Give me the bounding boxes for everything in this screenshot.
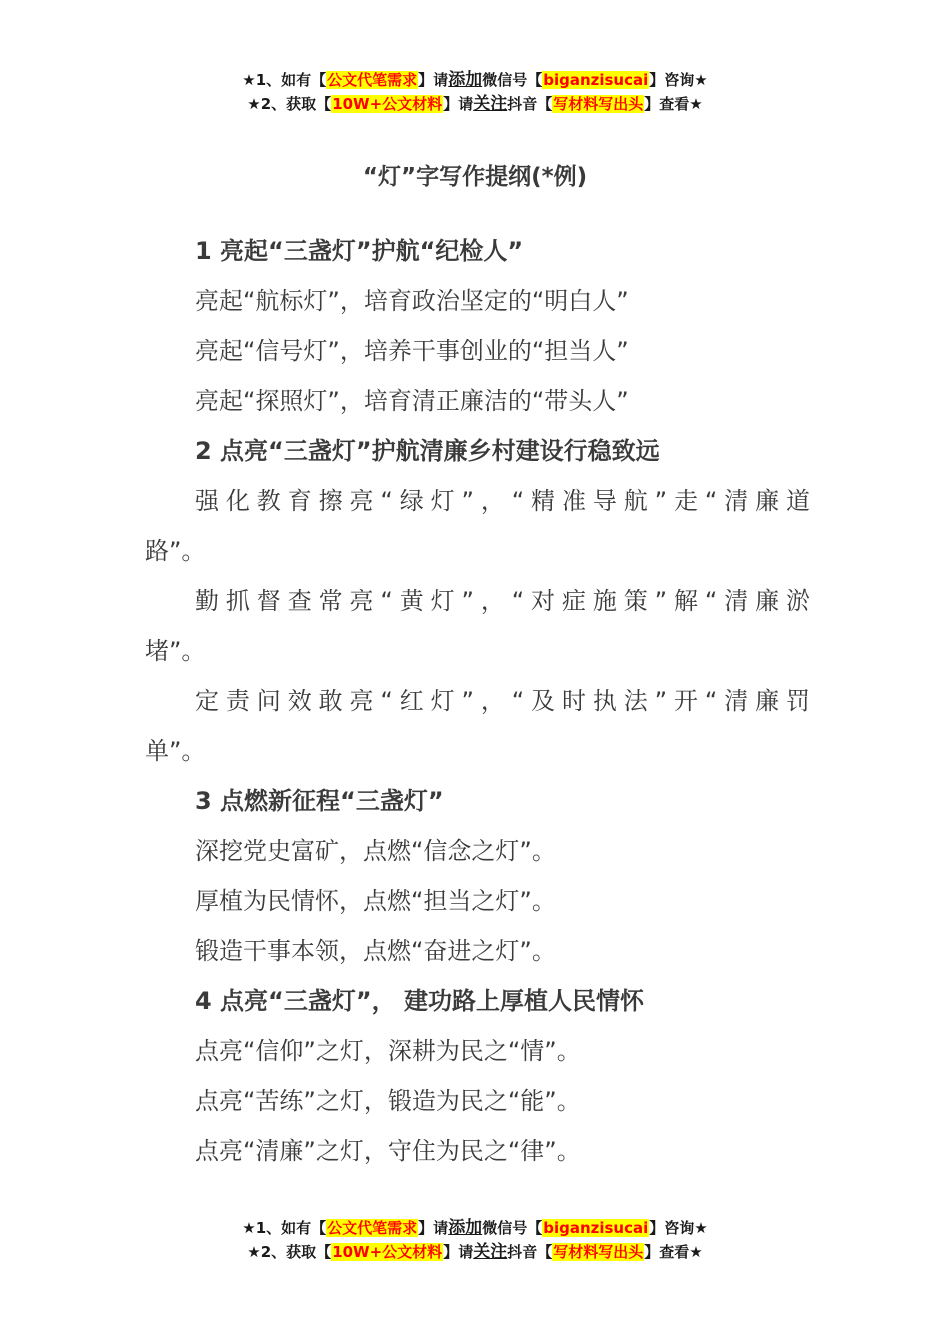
banner-highlight: 写材料写出头: [553, 1243, 644, 1261]
banner-text: ★2、获取【: [247, 95, 332, 113]
banner-highlight: biganzisucai: [543, 71, 649, 89]
section-heading: 2 点亮“三盏灯”护航清廉乡村建设行稳致远: [195, 437, 660, 465]
section-heading: 1 亮起“三盏灯”护航“纪检人”: [195, 237, 524, 265]
list-item-continuation: 堵”。: [145, 637, 206, 665]
banner-text: 】请: [443, 1243, 474, 1261]
header-banner: [0, 68, 950, 116]
banner-highlight: 10W+公文材料: [332, 95, 443, 113]
banner-text: 微信号【: [482, 71, 543, 89]
list-item-line: 勤抓督查常亮“黄灯”，“对症施策”解“清廉淤: [195, 587, 810, 615]
list-item: 点亮“苦练”之灯，锻造为民之“能”。: [195, 1087, 581, 1115]
list-item-continuation: 单”。: [145, 737, 206, 765]
banner-text: 】请: [443, 95, 474, 113]
banner-emphasis: 关注: [473, 1242, 508, 1262]
list-item: 亮起“探照灯”，培育清正廉洁的“带头人”: [195, 387, 629, 415]
banner-emphasis: 关注: [473, 94, 508, 114]
list-item-continuation: 路”。: [145, 537, 206, 565]
document-title: “灯”字写作提纲(*例): [362, 164, 588, 190]
banner-text: ★1、如有【: [242, 71, 327, 89]
footer-banner: [0, 1216, 950, 1264]
section-heading: 3 点燃新征程“三盏灯”: [195, 787, 444, 815]
banner-text: 微信号【: [482, 1219, 543, 1237]
banner-line-1: [0, 1216, 950, 1240]
banner-highlight: 公文代笔需求: [327, 1219, 418, 1237]
banner-highlight: biganzisucai: [543, 1219, 649, 1237]
banner-text: ★1、如有【: [242, 1219, 327, 1237]
section-heading: 4 点亮“三盏灯”， 建功路上厚植人民情怀: [195, 987, 644, 1015]
banner-text: 抖音【: [507, 95, 553, 113]
list-item: 点亮“信仰”之灯，深耕为民之“情”。: [195, 1037, 581, 1065]
document-body: [145, 226, 810, 1176]
banner-text: 】请: [418, 1219, 449, 1237]
list-item: 点亮“清廉”之灯，守住为民之“律”。: [195, 1137, 581, 1165]
list-item: 亮起“航标灯”，培育政治坚定的“明白人”: [195, 287, 629, 315]
banner-text: 抖音【: [507, 1243, 553, 1261]
banner-emphasis: 添加: [448, 1218, 483, 1238]
list-item-line: 定责问效敢亮“红灯”，“及时执法”开“清廉罚: [195, 687, 810, 715]
list-item: 亮起“信号灯”，培养干事创业的“担当人”: [195, 337, 629, 365]
banner-line-1: [0, 68, 950, 92]
banner-text: 】咨询★: [649, 1219, 708, 1237]
banner-highlight: 公文代笔需求: [327, 71, 418, 89]
banner-text: 】查看★: [644, 95, 703, 113]
banner-emphasis: 添加: [448, 70, 483, 90]
list-item: 锻造干事本领，点燃“奋进之灯”。: [195, 937, 556, 965]
list-item: [145, 676, 810, 726]
list-item: 厚植为民情怀，点燃“担当之灯”。: [195, 887, 556, 915]
banner-text: 】查看★: [644, 1243, 703, 1261]
banner-highlight: 10W+公文材料: [332, 1243, 443, 1261]
banner-line-2: [0, 1240, 950, 1264]
banner-highlight: 写材料写出头: [553, 95, 644, 113]
list-item-line: 强化教育擦亮“绿灯”，“精准导航”走“清廉道: [195, 487, 810, 515]
banner-text: ★2、获取【: [247, 1243, 332, 1261]
list-item: 深挖党史富矿，点燃“信念之灯”。: [195, 837, 556, 865]
banner-text: 】咨询★: [649, 71, 708, 89]
banner-text: 】请: [418, 71, 449, 89]
list-item: [145, 576, 810, 626]
list-item: [145, 476, 810, 526]
banner-line-2: [0, 92, 950, 116]
